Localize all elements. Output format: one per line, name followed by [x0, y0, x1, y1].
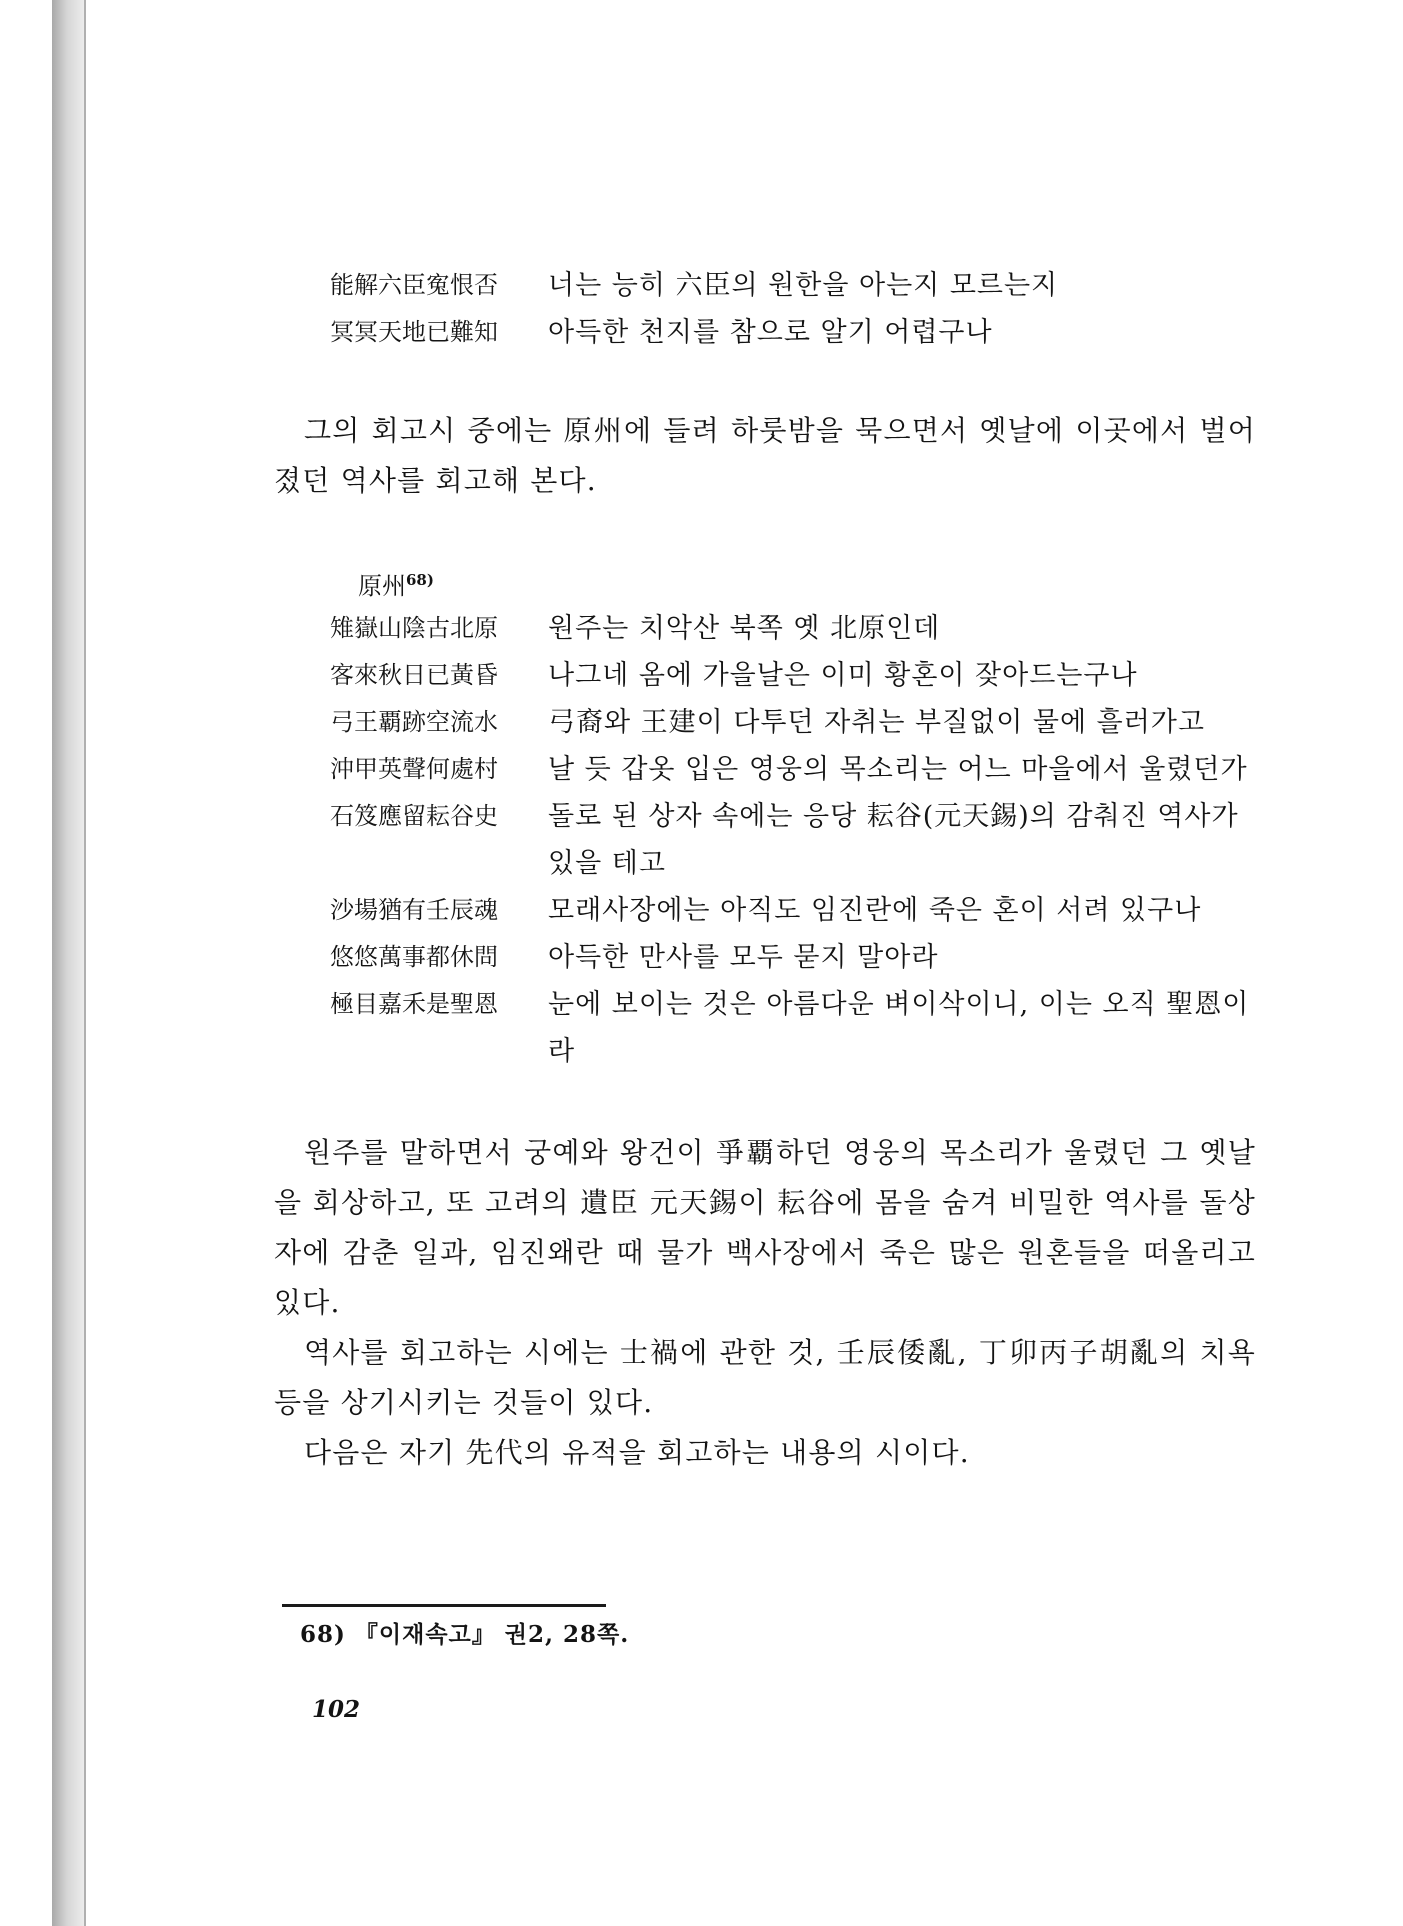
poem-original-line: 沙場猶有壬辰魂: [330, 896, 498, 924]
page-number: 102: [312, 1696, 361, 1723]
poem-original-line: 極目嘉禾是聖恩: [330, 990, 498, 1018]
footnote: 68) 『이재속고』 권2, 28쪽.: [300, 1621, 630, 1648]
book-spine-shadow: [52, 0, 86, 1926]
poem-wonju: [330, 605, 1270, 1075]
poem-translation-line: 너는 능히 六臣의 원한을 아는지 모르는지: [548, 270, 1059, 301]
poem-original-line: 雉嶽山陰古北原: [330, 614, 498, 642]
paragraph-text: 그의 회고시 중에는 原州에 들려 하룻밤을 묵으면서 옛날에 이곳에서 벌어졌던 역사를 회고해 본다.: [274, 414, 1256, 497]
paragraph-3: 역사를 회고하는 시에는 士禍에 관한 것, 壬辰倭亂, 丁卯丙子胡亂의 치욕 등을 상기시키는 것들이 있다.: [274, 1336, 1256, 1419]
body-paragraphs: [274, 1128, 1256, 1478]
poem-translation-line: 원주는 치악산 북쪽 옛 北原인데: [548, 613, 941, 644]
poem-translation-line: 눈에 보이는 것은 아름다운 벼이삭이니, 이는 오직 聖恩이라: [548, 989, 1250, 1067]
paragraph-1: [274, 406, 1256, 506]
poem-title: [358, 563, 434, 603]
poem-original-line: 悠悠萬事都休問: [330, 943, 498, 971]
paragraph-2: 원주를 말하면서 궁예와 왕건이 爭覇하던 영웅의 목소리가 울렸던 그 옛날을 회상하고, 또 고려의 遺臣 元天錫이 耘谷에 몸을 숨겨 비밀한 역사를 돌상자에 감춘 일과, 임진왜란 때 물가 백사장에서 죽은 많은 원혼들을 떠올리고 있다.: [274, 1136, 1256, 1319]
poem-line: [330, 652, 1270, 699]
poem-line: [330, 887, 1270, 934]
paragraph-4: 다음은 자기 先代의 유적을 회고하는 내용의 시이다.: [304, 1436, 970, 1469]
poem-line: [330, 262, 1270, 309]
poem-line: [330, 699, 1270, 746]
poem-original-line: 石笈應留耘谷史: [330, 802, 498, 830]
footnote-reference: 68): [406, 571, 434, 589]
poem-translation-line: 모래사장에는 아직도 임진란에 죽은 혼이 서려 있구나: [548, 895, 1202, 926]
poem-original-line: 客來秋日已黃昏: [330, 661, 498, 689]
book-page: [86, 0, 1403, 1926]
poem-original-line: 沖甲英聲何處村: [330, 755, 498, 783]
footnote-divider: [282, 1604, 606, 1607]
poem-line: [330, 605, 1270, 652]
poem-original-line: 冥冥天地已難知: [330, 318, 498, 346]
poem-translation-line: 돌로 된 상자 속에는 응당 耘谷(元天錫)의 감춰진 역사가 있을 테고: [548, 801, 1239, 879]
poem-translation-line: 아득한 만사를 모두 묻지 말아라: [548, 942, 939, 973]
poem-line: [330, 746, 1270, 793]
poem-translation-line: 아득한 천지를 참으로 알기 어렵구나: [548, 317, 993, 348]
poem-original-line: 能解六臣寃恨否: [330, 271, 498, 299]
poem-line: [330, 793, 1270, 887]
poem-line: [330, 934, 1270, 981]
poem-title-text: 原州: [358, 572, 406, 600]
poem-line: [330, 309, 1270, 356]
poem-translation-line: 날 듯 갑옷 입은 영웅의 목소리는 어느 마을에서 울렸던가: [548, 754, 1248, 785]
poem-line: [330, 981, 1270, 1075]
poem-translation-line: 나그네 옴에 가을날은 이미 황혼이 잦아드는구나: [548, 660, 1138, 691]
poem-original-line: 弓王覇跡空流水: [330, 708, 498, 736]
poem-translation-line: 弓裔와 王建이 다투던 자취는 부질없이 물에 흘러가고: [548, 707, 1205, 738]
poem-top: [330, 262, 1270, 356]
